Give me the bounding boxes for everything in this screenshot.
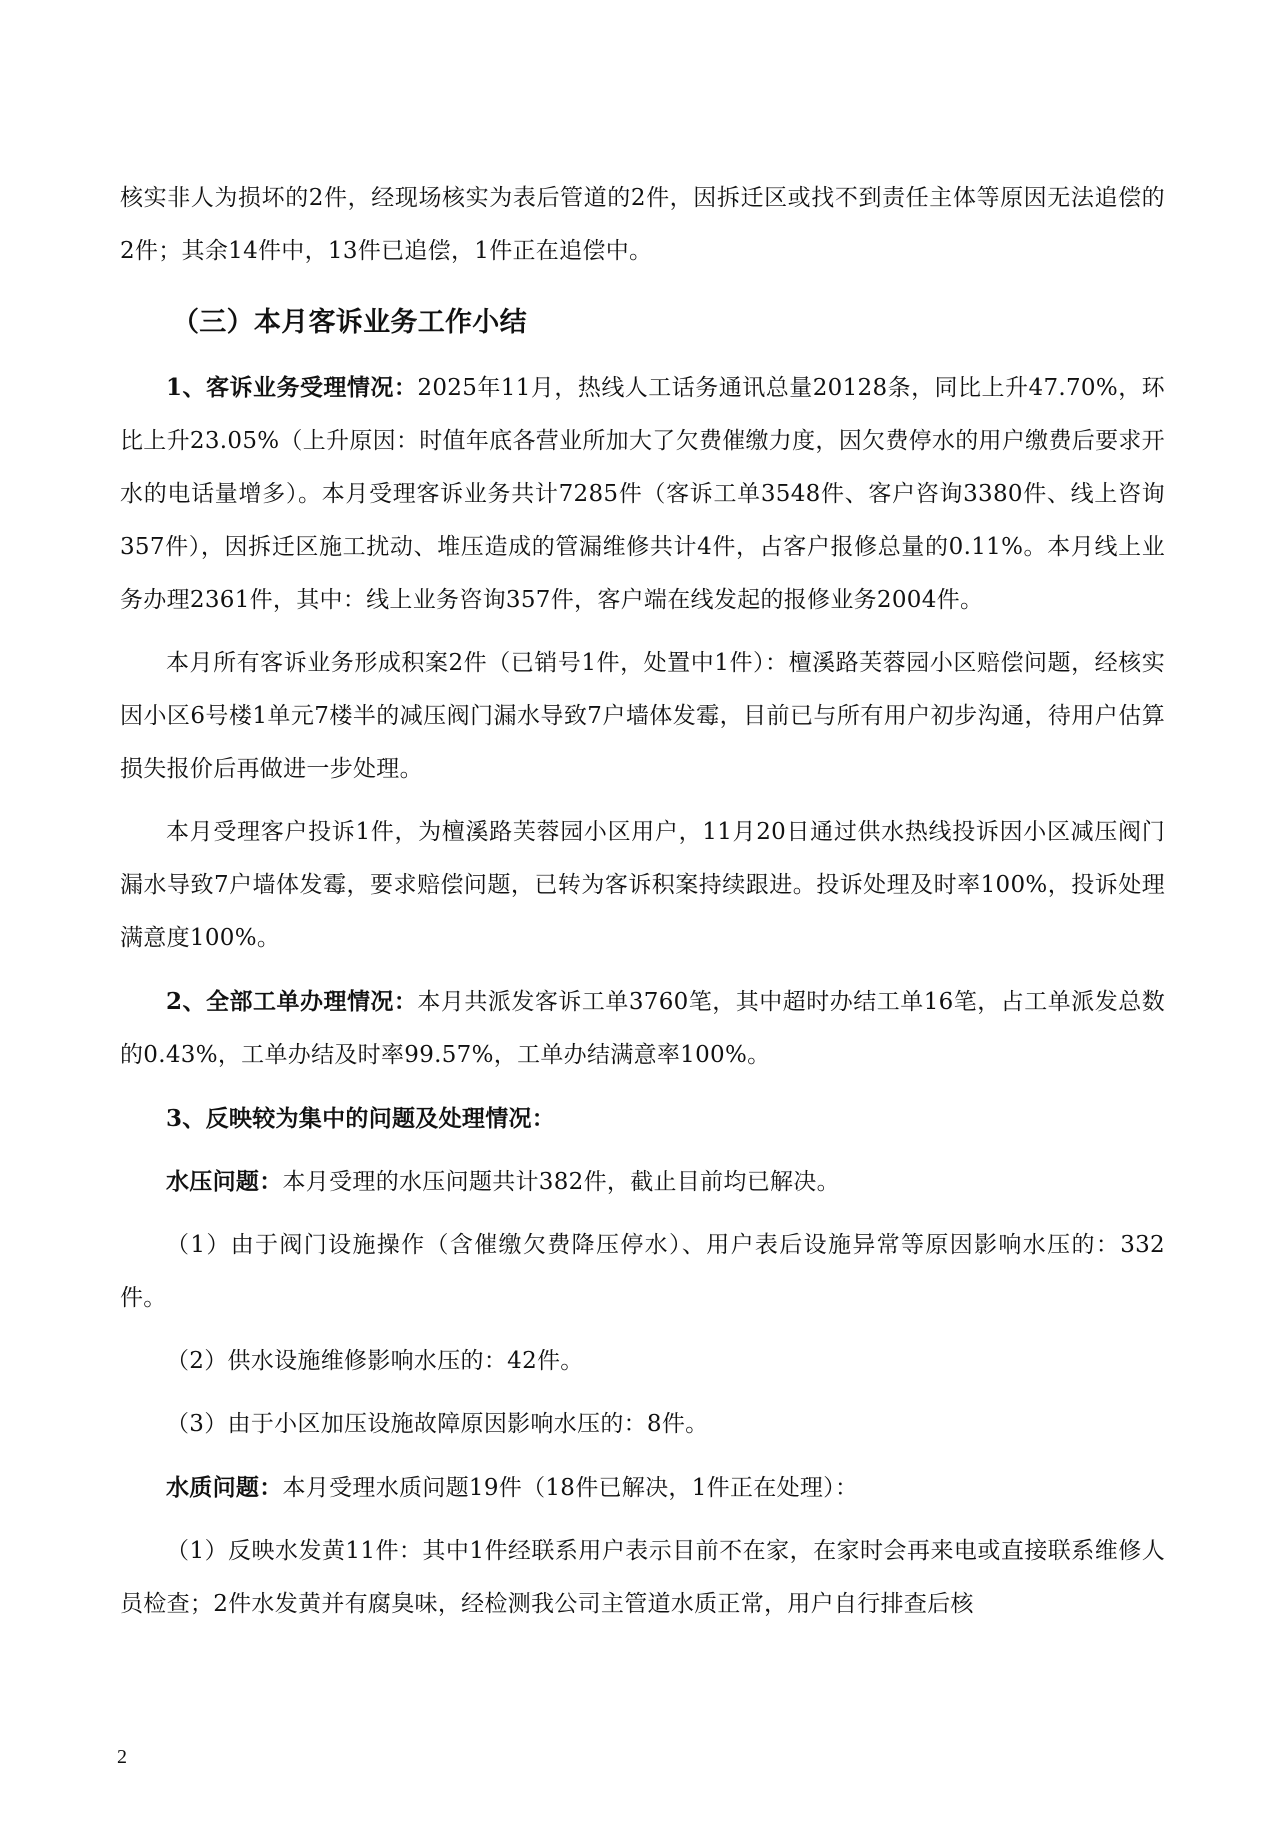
work-orders-label: 2、全部工单办理情况：	[166, 988, 418, 1015]
paragraph-complaint: 本月受理客户投诉1件，为檀溪路芙蓉园小区用户，11月20日通过供水热线投诉因小区减压阀门漏水导致7户墙体发霉，要求赔偿问题，已转为客诉积案持续跟进。投诉处理及时率100%，投诉处理满意度100%。	[120, 819, 1165, 951]
paragraph-work-orders	[120, 975, 1165, 1082]
intake-text: 2025年11月，热线人工话务通讯总量20128条，同比上升47.70%，环比上升23.05%（上升原因：时值年底各营业所加大了欠费催缴力度，因欠费停水的用户缴费后要求开水的电话量增多）。本月受理客诉业务共计7285件（客诉工单3548件、客户咨询3380件、线上咨询357件），因拆迁区施工扰动、堆压造成的管漏维修共计4件，占客户报修总量的0.11%。本月线上业务办理2361件，其中：线上业务咨询357件，客户端在线发起的报修业务2004件。	[120, 375, 1165, 613]
section-heading: （三）本月客诉业务工作小结	[172, 307, 527, 338]
paragraph-intake	[120, 361, 1165, 627]
document-body	[120, 172, 1165, 1631]
pressure-text: 本月受理的水压问题共计382件，截止目前均已解决。	[282, 1169, 840, 1195]
paragraph-pressure-3: （3）由于小区加压设施故障原因影响水压的：8件。	[166, 1411, 709, 1437]
paragraph-pressure	[120, 1155, 1165, 1209]
paragraph-continuation: 核实非人为损坏的2件，经现场核实为表后管道的2件，因拆迁区或找不到责任主体等原因无法追偿的2件；其余14件中，13件已追偿，1件正在追偿中。	[120, 185, 1165, 264]
work-orders-text: 本月共派发客诉工单3760笔，其中超时办结工单16笔，占工单派发总数的0.43%，工单办结及时率99.57%，工单办结满意率100%。	[120, 989, 1165, 1068]
paragraph-pressure-2: （2）供水设施维修影响水压的：42件。	[166, 1348, 584, 1374]
paragraph-quality	[120, 1461, 1165, 1515]
paragraph-backlog: 本月所有客诉业务形成积案2件（已销号1件，处置中1件）：檀溪路芙蓉园小区赔偿问题，经核实因小区6号楼1单元7楼半的减压阀门漏水导致7户墙体发霉，目前已与所有用户初步沟通，待用户估算损失报价后再做进一步处理。	[120, 650, 1165, 782]
paragraph-issues-heading: 3、反映较为集中的问题及处理情况：	[166, 1105, 556, 1132]
paragraph-quality-1: （1）反映水发黄11件：其中1件经联系用户表示目前不在家，在家时会再来电或直接联系维修人员检查；2件水发黄并有腐臭味，经检测我公司主管道水质正常，用户自行排查后核	[120, 1538, 1165, 1617]
quality-text: 本月受理水质问题19件（18件已解决，1件正在处理）：	[282, 1475, 859, 1501]
quality-label: 水质问题：	[166, 1474, 283, 1501]
paragraph-pressure-1: （1）由于阀门设施操作（含催缴欠费降压停水）、用户表后设施异常等原因影响水压的：332件。	[120, 1232, 1165, 1311]
pressure-label: 水压问题：	[166, 1168, 283, 1195]
intake-label: 1、客诉业务受理情况：	[166, 374, 418, 401]
page-number: 2	[117, 1746, 127, 1768]
